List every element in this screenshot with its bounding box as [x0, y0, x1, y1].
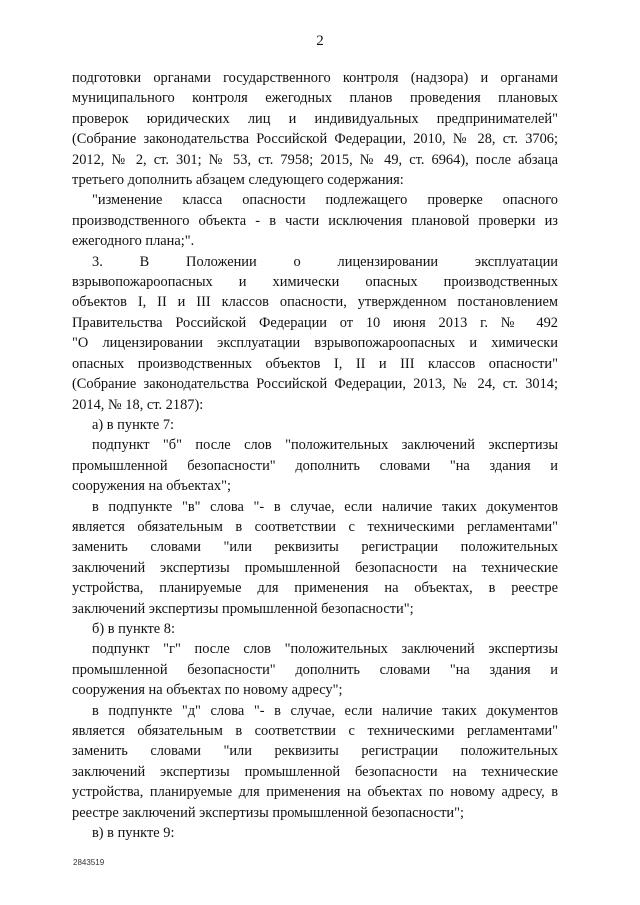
text-line: подпункт "г" после слов "положительных заключений экспертизы — [92, 641, 558, 658]
paragraph — [72, 639, 558, 700]
text-line: объектов I, II и III классов опасности, утвержденном постановлением — [72, 294, 558, 311]
paragraph — [72, 823, 558, 843]
text-line: устройства, планируемые для применения на объектах по новому адресу, в — [72, 784, 558, 801]
text-line: в подпункте "д" слова "- в случае, если наличие таких документов — [92, 702, 558, 719]
text-line: заменить словами "или реквизиты регистрации положительных — [72, 539, 558, 556]
text-line: опасных производственных объектов I, II и III классов опасности" — [72, 355, 558, 372]
paragraph — [72, 497, 558, 619]
text-line: заменить словами "или реквизиты регистрации положительных — [72, 743, 558, 760]
document-body — [72, 68, 558, 843]
text-line: сооружения на объектах"; — [72, 478, 231, 495]
text-line: является обязательным в соответствии с техническими регламентами" — [72, 518, 558, 535]
page-number: 2 — [316, 33, 324, 49]
text-line: (Собрание законодательства Российской Федерации, 2010, № 28, ст. 3706; — [72, 131, 558, 148]
text-line: 2012, № 2, ст. 301; № 53, ст. 7958; 2015, № 49, ст. 6964), после абзаца — [72, 151, 558, 168]
text-line: заключений экспертизы промышленной безопасности на технические — [72, 763, 558, 780]
text-line: реестре заключений экспертизы промышленной безопасности"; — [72, 804, 464, 821]
paragraph — [72, 435, 558, 496]
paragraph — [72, 68, 558, 190]
paragraph — [72, 415, 558, 435]
text-line: промышленной безопасности" дополнить словами "на здания и — [72, 457, 558, 474]
text-line: (Собрание законодательства Российской Федерации, 2013, № 24, ст. 3014; — [72, 376, 558, 393]
text-line: в подпункте "в" слова "- в случае, если наличие таких документов — [92, 498, 558, 515]
paragraph — [72, 252, 558, 415]
paragraph — [72, 619, 558, 639]
text-line: устройства, планируемые для применения на объектах, в реестре — [72, 580, 558, 597]
text-line: третьего дополнить абзацем следующего содержания: — [72, 172, 404, 189]
text-line: а) в пункте 7: — [92, 416, 175, 433]
text-line: заключений экспертизы промышленной безопасности на технические — [72, 559, 558, 576]
text-line: заключений экспертизы промышленной безопасности"; — [72, 600, 414, 617]
text-line: сооружения на объектах по новому адресу"; — [72, 682, 343, 699]
text-line: 3. В Положении о лицензировании эксплуатации — [92, 253, 558, 270]
text-line: производственного объекта - в части исключения плановой проверки из — [72, 212, 558, 229]
text-line: взрывопожароопасных и химически опасных производственных — [72, 274, 558, 291]
text-line: промышленной безопасности" дополнить словами "на здания и — [72, 661, 558, 678]
text-line: подпункт "б" после слов "положительных заключений экспертизы — [92, 437, 558, 454]
text-line: является обязательным в соответствии с техническими регламентами" — [72, 723, 558, 739]
text-line: подготовки органами государственного контроля (надзора) и органами — [72, 70, 558, 86]
document-code: 2843519 — [73, 858, 105, 867]
paragraph — [72, 190, 558, 251]
text-line: в) в пункте 9: — [92, 825, 175, 842]
text-line: проверок юридических лиц и индивидуальных предпринимателей" — [72, 110, 558, 127]
text-line: Правительства Российской Федерации от 10 июня 2013 г. № 492 — [72, 314, 558, 331]
text-line: 2014, № 18, ст. 2187): — [72, 396, 204, 413]
text-line: "О лицензировании эксплуатации взрывопожароопасных и химически — [72, 335, 558, 352]
text-line: б) в пункте 8: — [92, 620, 175, 637]
text-line: ежегодного плана;". — [72, 233, 195, 250]
paragraph — [72, 701, 558, 823]
text-line: муниципального контроля ежегодных планов проведения плановых — [72, 90, 558, 107]
text-line: "изменение класса опасности подлежащего проверке опасного — [92, 192, 558, 209]
